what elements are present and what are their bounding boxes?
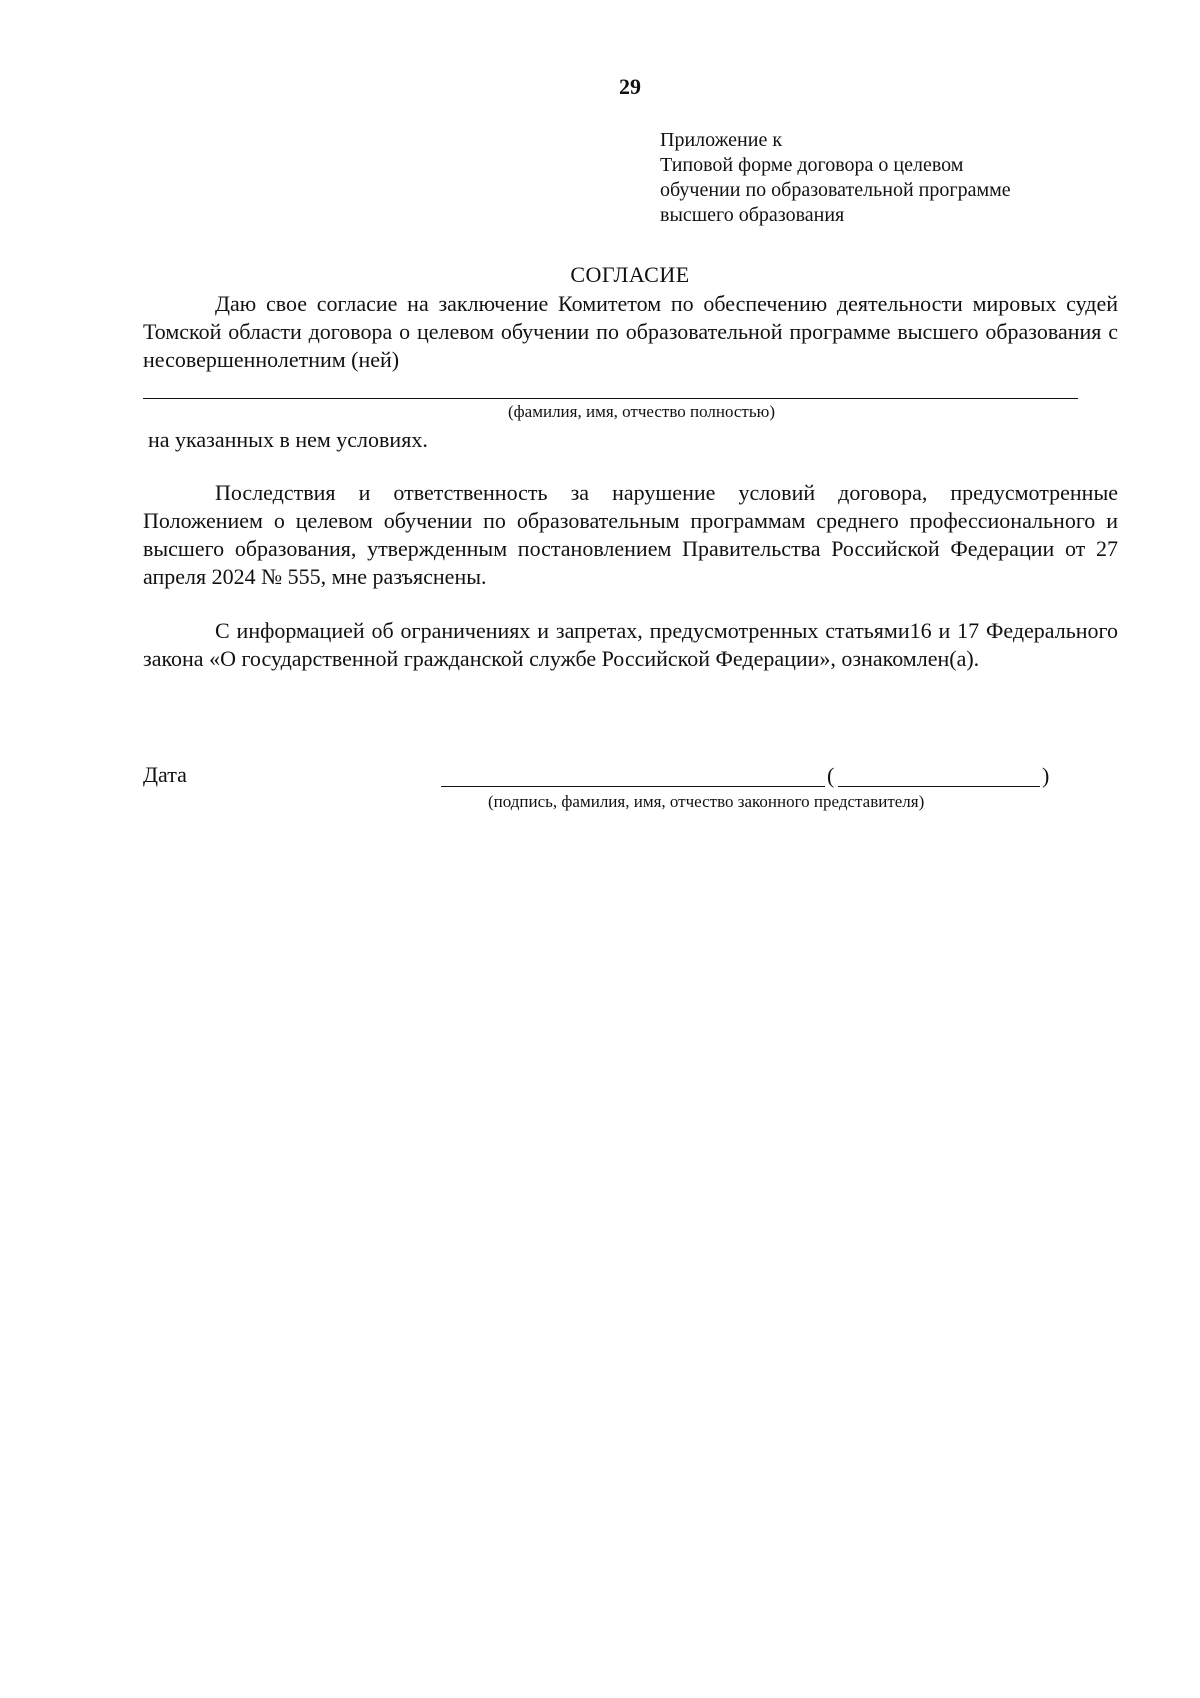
appendix-line: Приложение к	[660, 129, 783, 151]
date-label: Дата	[143, 762, 187, 787]
page-number: 29	[619, 74, 641, 99]
appendix-note	[660, 128, 1011, 228]
paren-close: )	[1042, 763, 1050, 788]
appendix-line: обучении по образовательной программе	[660, 179, 1011, 201]
signature-caption: (подпись, фамилия, имя, отчество законного представителя)	[488, 792, 925, 811]
paren-open: (	[827, 763, 835, 788]
restrictions-paragraph: С информацией об ограничениях и запретах, предусмотренных статьями16 и 17 Федерального закона «О государственной гражданской службе Российской Федерации», ознакомлен(а).	[143, 618, 1118, 671]
consequences-paragraph: Последствия и ответственность за нарушение условий договора, предусмотренные Положением о целевом обучении по образовательным программам среднего профессионального и высшего образования, утвержденным постановлением Правительства Российской Федерации от 27 апреля 2024 № 555, мне разъяснены.	[143, 480, 1118, 589]
consent-paragraph: Даю свое согласие на заключение Комитетом по обеспечению деятельности мировых судей Томской области договора о целевом обучении по образовательной программе высшего образования с несовершеннолетним (ней)	[143, 291, 1118, 372]
name-fill-line	[143, 398, 1078, 399]
appendix-line: Типовой форме договора о целевом	[660, 154, 964, 176]
name-caption: (фамилия, имя, отчество полностью)	[508, 402, 775, 421]
name-in-parens-line	[838, 786, 1040, 787]
terms-text: на указанных в нем условиях.	[148, 427, 428, 452]
document-title: СОГЛАСИЕ	[570, 262, 690, 287]
signature-line	[441, 786, 825, 787]
appendix-line: высшего образования	[660, 204, 845, 226]
